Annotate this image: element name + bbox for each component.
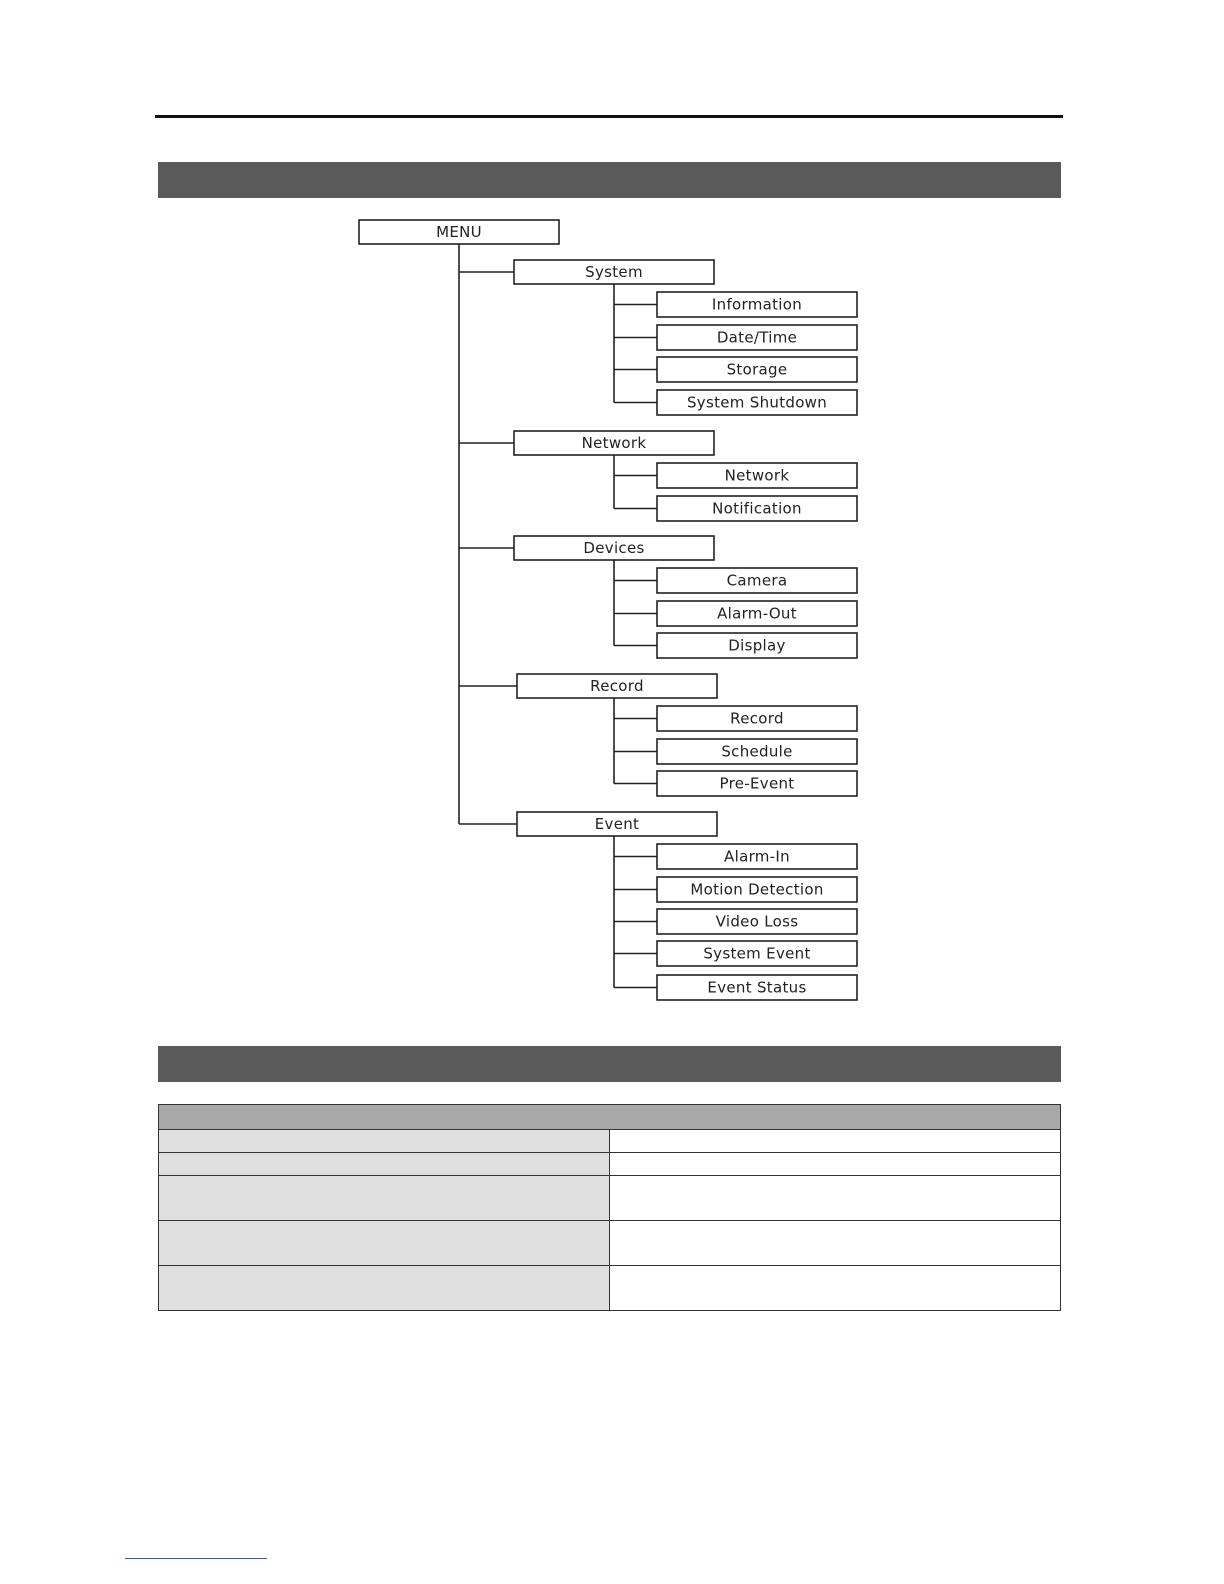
tree-item-system-date-time bbox=[657, 325, 857, 350]
table-row bbox=[159, 1221, 1061, 1266]
spec-value-cell bbox=[610, 1153, 1061, 1176]
spec-label-cell bbox=[159, 1221, 610, 1266]
tree-item-event-system-event-label: System Event bbox=[703, 944, 811, 963]
tree-group-devices bbox=[514, 536, 714, 560]
spec-table-header bbox=[159, 1105, 1061, 1130]
spec-value-cell bbox=[610, 1176, 1061, 1221]
tree-item-system-storage-label: Storage bbox=[726, 360, 788, 379]
tree-item-system-information-label: Information bbox=[711, 295, 803, 314]
tree-item-network-network-label: Network bbox=[724, 466, 790, 485]
tree-item-event-event-status bbox=[657, 975, 857, 1000]
tree-group-record-label: Record bbox=[590, 677, 644, 695]
tree-item-record-schedule bbox=[657, 739, 857, 764]
table-row bbox=[159, 1266, 1061, 1311]
tree-item-devices-camera-label: Camera bbox=[726, 571, 788, 590]
tree-group-devices-label: Devices bbox=[583, 539, 645, 557]
tree-item-record-pre-event-label: Pre-Event bbox=[719, 774, 795, 793]
tree-group-event bbox=[517, 812, 717, 836]
spec-table-header-row bbox=[159, 1105, 1061, 1130]
tree-group-event-label: Event bbox=[594, 815, 640, 833]
tree-item-devices-alarm-out bbox=[657, 601, 857, 626]
tree-item-network-network bbox=[657, 463, 857, 488]
footer-link-underline bbox=[125, 1558, 267, 1559]
spec-value-cell bbox=[610, 1266, 1061, 1311]
section-bar-specifications bbox=[158, 1046, 1061, 1082]
tree-group-record bbox=[517, 674, 717, 698]
tree-item-event-event-status-label: Event Status bbox=[707, 978, 807, 997]
spec-label-cell bbox=[159, 1130, 610, 1153]
tree-item-event-alarm-in bbox=[657, 844, 857, 869]
tree-group-system bbox=[514, 260, 714, 284]
tree-group-network-label: Network bbox=[581, 434, 647, 452]
tree-item-devices-display-label: Display bbox=[728, 636, 786, 655]
spec-value-cell bbox=[610, 1221, 1061, 1266]
tree-item-system-date-time-label: Date/Time bbox=[716, 328, 798, 347]
tree-nodes bbox=[359, 220, 857, 1000]
spec-label-cell bbox=[159, 1176, 610, 1221]
tree-item-record-pre-event bbox=[657, 771, 857, 796]
tree-connectors bbox=[459, 244, 657, 988]
table-row bbox=[159, 1153, 1061, 1176]
tree-item-record-record-label: Record bbox=[730, 709, 784, 728]
tree-item-devices-camera bbox=[657, 568, 857, 593]
tree-item-devices-display bbox=[657, 633, 857, 658]
table-row bbox=[159, 1176, 1061, 1221]
tree-item-event-video-loss-label: Video Loss bbox=[715, 912, 799, 931]
tree-node-root-label: MENU bbox=[436, 223, 482, 241]
tree-item-record-record bbox=[657, 706, 857, 731]
tree-item-system-system-shutdown-label: System Shutdown bbox=[686, 393, 828, 412]
tree-item-event-alarm-in-label: Alarm-In bbox=[724, 847, 790, 866]
table-row bbox=[159, 1130, 1061, 1153]
tree-item-event-system-event bbox=[657, 941, 857, 966]
spec-value-cell bbox=[610, 1130, 1061, 1153]
tree-item-event-video-loss bbox=[657, 909, 857, 934]
tree-item-system-storage bbox=[657, 357, 857, 382]
spec-table bbox=[158, 1104, 1061, 1311]
tree-item-network-notification bbox=[657, 496, 857, 521]
spec-label-cell bbox=[159, 1266, 610, 1311]
tree-item-network-notification-label: Notification bbox=[712, 499, 802, 518]
tree-item-system-system-shutdown bbox=[657, 390, 857, 415]
tree-group-system-label: System bbox=[585, 263, 643, 281]
tree-node-root bbox=[359, 220, 559, 244]
tree-item-record-schedule-label: Schedule bbox=[721, 742, 793, 761]
tree-item-event-motion-detection-label: Motion Detection bbox=[690, 880, 824, 899]
spec-label-cell bbox=[159, 1153, 610, 1176]
tree-group-network bbox=[514, 431, 714, 455]
tree-item-devices-alarm-out-label: Alarm-Out bbox=[717, 604, 797, 623]
tree-item-event-motion-detection bbox=[657, 877, 857, 902]
tree-item-system-information bbox=[657, 292, 857, 317]
